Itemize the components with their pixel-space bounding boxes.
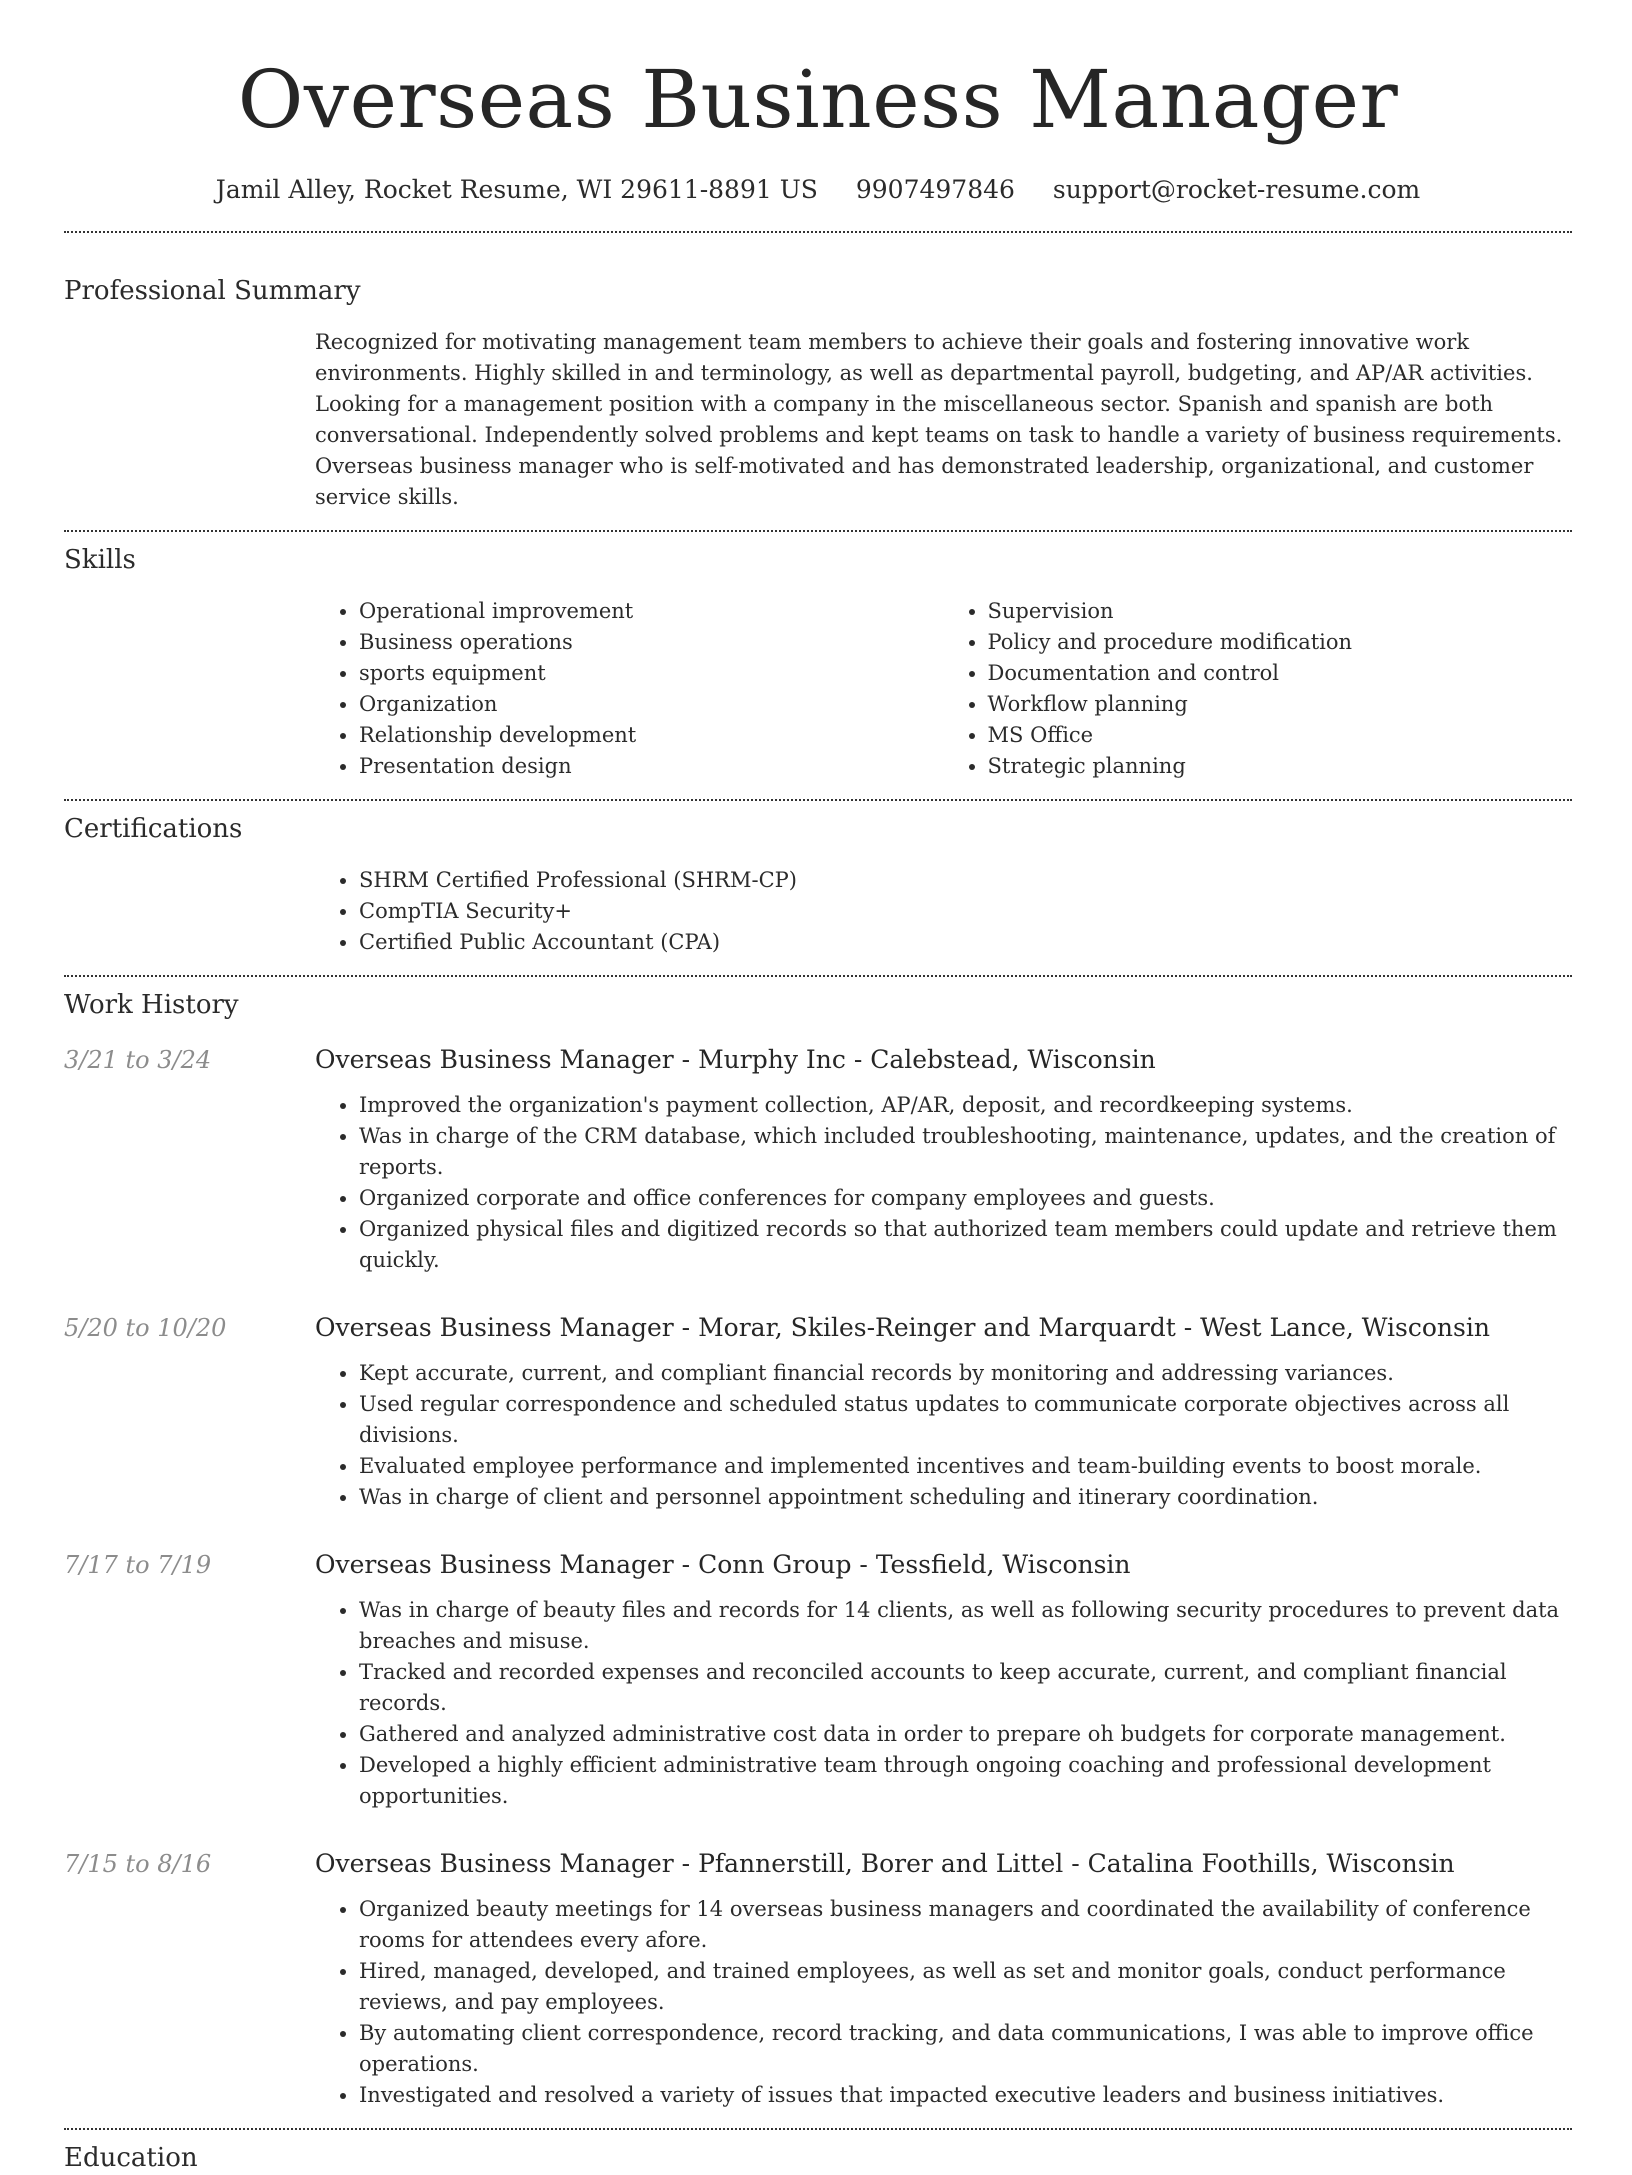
job-bullet: • Was in charge of beauty files and records for 14 clients, as well as following security procedures to prevent data breaches and misuse. [359,1595,1572,1657]
job-entry [64,1312,1572,1513]
skill-item: • Supervision [988,596,1573,627]
certifications-list [315,865,1572,958]
section-work-history [64,988,1572,2111]
certifications-content [315,865,1572,958]
section-summary [64,274,1572,513]
skill-item: • Presentation design [359,751,944,782]
skill-item: • Documentation and control [988,658,1573,689]
certification-item: • CompTIA Security+ [359,896,1572,927]
section-skills [64,543,1572,782]
job-header [64,1044,1572,1076]
job-date: 7/17 to 7/19 [64,1551,212,1579]
contact-line [64,174,1572,206]
job-bullet: • Hired, managed, developed, and trained employees, as well as set and monitor goals, conduct performance reviews, and pay employees. [359,1956,1572,2018]
job-bullet: • Gathered and analyzed administrative cost data in order to prepare oh budgets for corporate management. [359,1719,1572,1750]
job-entry [64,1044,1572,1276]
section-certifications [64,812,1572,958]
job-bullet: • Was in charge of the CRM database, which included troubleshooting, maintenance, updates, and the creation of reports. [359,1121,1572,1183]
contact-email: support@rocket-resume.com [1052,175,1421,204]
job-header [64,1312,1572,1344]
job-bullets [315,1595,1572,1812]
job-bullets [315,1894,1572,2111]
skill-item: • Business operations [359,627,944,658]
divider [64,2128,1572,2130]
job-bullet: • Organized corporate and office conferences for company employees and guests. [359,1183,1572,1214]
skills-list-left [315,596,944,782]
divider [64,231,1572,233]
section-title-summary: Professional Summary [64,276,361,306]
job-bullet: • Developed a highly efficient administrative team through ongoing coaching and professional development opportunities. [359,1750,1572,1812]
job-bullet: • Organized physical files and digitized records so that authorized team members could update and retrieve them quickly. [359,1214,1572,1276]
skill-item: • Organization [359,689,944,720]
skill-item: • Operational improvement [359,596,944,627]
resume-title: Overseas Business Manager [237,53,1399,146]
job-bullets [315,1358,1572,1513]
section-title-skills: Skills [64,545,136,575]
skills-grid [315,596,1572,782]
section-title-education: Education [64,2143,198,2173]
job-title: Overseas Business Manager - Conn Group - Tessfield, Wisconsin [315,1550,1131,1579]
skills-list-right [944,596,1573,782]
skill-item: • Strategic planning [988,751,1573,782]
job-bullet: • Used regular correspondence and scheduled status updates to communicate corporate objectives across all divisions. [359,1389,1572,1451]
section-title-certifications: Certifications [64,814,243,844]
job-title: Overseas Business Manager - Murphy Inc - Calebstead, Wisconsin [315,1045,1156,1074]
job-bullet: • Was in charge of client and personnel appointment scheduling and itinerary coordination. [359,1482,1572,1513]
skill-item: • Relationship development [359,720,944,751]
skill-item: • sports equipment [359,658,944,689]
certification-item: • SHRM Certified Professional (SHRM-CP) [359,865,1572,896]
summary-text: Recognized for motivating management team members to achieve their goals and fostering innovative work environments. Highly skilled in and terminology, as well as departmental payroll, budgeting, and AP/AR activities. Looking for a management position with a company in the miscellaneous sector. Spanish and spanish are both conversational. Independently solved problems and kept teams on task to handle a variety of business requirements. Overseas business manager who is self-motivated and has demonstrated leadership, organizational, and customer service skills. [315,330,1563,509]
contact-phone: 9907497846 [855,175,1015,204]
job-bullet: • Kept accurate, current, and compliant financial records by monitoring and addressing variances. [359,1358,1572,1389]
job-bullet: • Investigated and resolved a variety of issues that impacted executive leaders and business initiatives. [359,2080,1572,2111]
job-bullet: • Tracked and recorded expenses and reconciled accounts to keep accurate, current, and compliant financial records. [359,1657,1572,1719]
job-date: 5/20 to 10/20 [64,1314,227,1342]
divider [64,530,1572,532]
section-title-work: Work History [64,990,239,1020]
job-bullets [315,1090,1572,1276]
skill-item: • Policy and procedure modification [988,627,1573,658]
job-title: Overseas Business Manager - Morar, Skiles-Reinger and Marquardt - West Lance, Wisconsin [315,1313,1490,1342]
divider [64,975,1572,977]
job-date: 7/15 to 8/16 [64,1850,212,1878]
job-title: Overseas Business Manager - Pfannerstill, Borer and Littel - Catalina Foothills, Wisconsin [315,1849,1455,1878]
divider [64,799,1572,801]
job-entry [64,1848,1572,2111]
certification-item: • Certified Public Accountant (CPA) [359,927,1572,958]
skill-item: • MS Office [988,720,1573,751]
job-date: 3/21 to 3/24 [64,1046,212,1074]
job-bullet: • By automating client correspondence, record tracking, and data communications, I was able to improve office operations. [359,2018,1572,2080]
section-education [64,2141,1572,2175]
job-header [64,1848,1572,1880]
job-bullet: • Improved the organization's payment collection, AP/AR, deposit, and recordkeeping systems. [359,1090,1572,1121]
contact-address: Jamil Alley, Rocket Resume, WI 29611-8891 US [215,175,818,204]
skill-item: • Workflow planning [988,689,1573,720]
job-entry [64,1549,1572,1812]
job-bullet: • Evaluated employee performance and implemented incentives and team-building events to boost morale. [359,1451,1572,1482]
job-header [64,1549,1572,1581]
job-bullet: • Organized beauty meetings for 14 overseas business managers and coordinated the availability of conference rooms for attendees every afore. [359,1894,1572,1956]
resume-page [64,0,1572,2175]
